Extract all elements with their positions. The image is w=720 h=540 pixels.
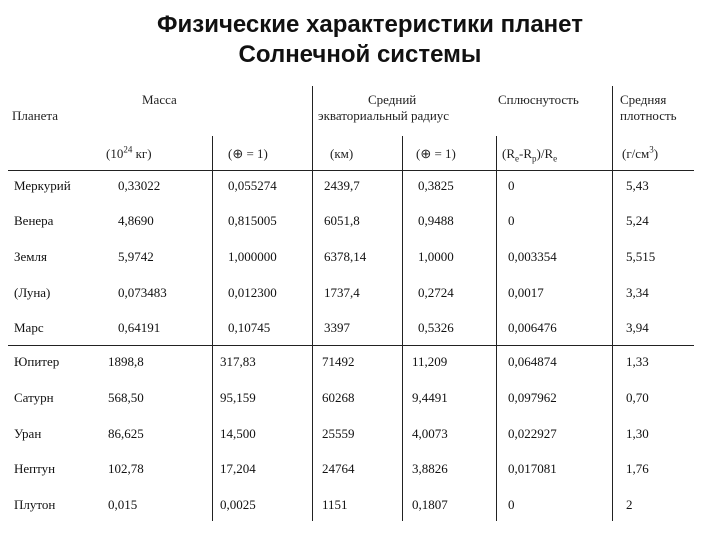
cell-oblateness: 0,064874: [508, 354, 557, 369]
header-radius-line2: экваториальный радиус: [318, 108, 450, 123]
unit-density: $(г/см^3)$: [622, 144, 659, 161]
cell-radius-km: 1737,4: [324, 285, 360, 300]
cell-radius-km: 1151: [322, 497, 348, 512]
cell-mass: 0,33022: [118, 178, 161, 193]
cell-mass-relative: 1,000000: [228, 249, 277, 264]
cell-radius-km: 6378,14: [324, 249, 367, 264]
cell-mass-relative: 0,10745: [228, 320, 271, 335]
cell-density: 5,43: [626, 178, 649, 193]
cell-radius-km: 71492: [322, 354, 355, 369]
cell-mass: 0,073483: [118, 285, 167, 300]
cell-mass: 4,8690: [118, 213, 154, 228]
cell-density: 3,94: [626, 320, 649, 335]
cell-oblateness: 0: [508, 497, 515, 512]
header-mass: Масса: [142, 92, 177, 107]
page-title: [0, 10, 720, 70]
cell-planet: Меркурий: [14, 178, 71, 193]
cell-mass: 102,78: [108, 461, 144, 476]
cell-mass-relative: 0,815005: [228, 213, 277, 228]
cell-radius-relative: 0,5326: [418, 320, 454, 335]
cell-planet: (Луна): [14, 285, 51, 300]
unit-oblateness: $(R_e-R_p)/R_e$: [502, 146, 558, 164]
cell-oblateness: 0: [508, 213, 515, 228]
cell-radius-relative: 1,0000: [418, 249, 454, 264]
cell-planet: Юпитер: [14, 354, 60, 369]
cell-oblateness: 0,0017: [508, 285, 544, 300]
header-planet: Планета: [12, 108, 58, 123]
cell-radius-km: 60268: [322, 390, 355, 405]
row-divider: [8, 345, 694, 346]
cell-mass-relative: 14,500: [220, 426, 256, 441]
cell-mass-relative: 0,055274: [228, 178, 277, 193]
unit-radius-relative: (⊕ = 1): [416, 146, 456, 161]
cell-mass: 568,50: [108, 390, 144, 405]
cell-density: 0,70: [626, 390, 649, 405]
cell-mass-relative: 317,83: [220, 354, 256, 369]
cell-radius-km: 25559: [322, 426, 355, 441]
title-line-1: Физические характеристики планет: [157, 11, 583, 38]
cell-density: 1,30: [626, 426, 649, 441]
cell-radius-km: 6051,8: [324, 213, 360, 228]
cell-planet: Уран: [14, 426, 42, 441]
column-divider: [496, 136, 497, 521]
cell-oblateness: 0,006476: [508, 320, 557, 335]
cell-planet: Земля: [14, 249, 47, 264]
header-density-line1: Средняя: [620, 92, 667, 107]
cell-mass: 0,64191: [118, 320, 161, 335]
cell-mass: 86,625: [108, 426, 144, 441]
cell-mass-relative: 0,012300: [228, 285, 277, 300]
cell-density: 3,34: [626, 285, 649, 300]
cell-radius-relative: 0,9488: [418, 213, 454, 228]
cell-oblateness: 0,022927: [508, 426, 557, 441]
cell-planet: Нептун: [14, 461, 56, 476]
column-divider: [212, 136, 213, 521]
cell-radius-km: 24764: [322, 461, 355, 476]
cell-radius-relative: 9,4491: [412, 390, 448, 405]
unit-mass-relative: (⊕ = 1): [228, 146, 268, 161]
cell-density: 1,76: [626, 461, 649, 476]
cell-mass: 1898,8: [108, 354, 144, 369]
column-divider: [612, 86, 613, 521]
cell-density: 5,515: [626, 249, 656, 264]
cell-planet: Венера: [14, 213, 54, 228]
cell-planet: Марс: [14, 320, 44, 335]
column-divider: [402, 136, 403, 521]
cell-mass: 0,015: [108, 497, 138, 512]
cell-radius-relative: 0,1807: [412, 497, 448, 512]
header-oblateness: Сплюснутость: [498, 92, 579, 107]
cell-density: 1,33: [626, 354, 649, 369]
cell-oblateness: 0: [508, 178, 515, 193]
cell-radius-relative: 11,209: [412, 354, 448, 369]
cell-mass-relative: 95,159: [220, 390, 256, 405]
cell-mass-relative: 0,0025: [220, 497, 256, 512]
cell-radius-km: 3397: [324, 320, 350, 335]
cell-oblateness: 0,017081: [508, 461, 557, 476]
cell-radius-relative: 4,0073: [412, 426, 448, 441]
cell-planet: Сатурн: [14, 390, 54, 405]
column-divider: [312, 86, 313, 521]
cell-density: 5,24: [626, 213, 649, 228]
unit-mass: ($10^{24}$ кг): [106, 144, 152, 161]
title-line-2: Солнечной системы: [238, 41, 482, 68]
cell-oblateness: 0,097962: [508, 390, 557, 405]
row-divider: [8, 170, 694, 171]
cell-mass: 5,9742: [118, 249, 154, 264]
cell-radius-relative: 3,8826: [412, 461, 448, 476]
cell-planet: Плутон: [14, 497, 56, 512]
cell-oblateness: 0,003354: [508, 249, 557, 264]
cell-radius-relative: 0,3825: [418, 178, 454, 193]
header-density-line2: плотность: [620, 108, 677, 123]
cell-radius-relative: 0,2724: [418, 285, 454, 300]
cell-density: 2: [626, 497, 633, 512]
cell-radius-km: 2439,7: [324, 178, 360, 193]
unit-radius-km: (км): [330, 146, 354, 161]
cell-mass-relative: 17,204: [220, 461, 256, 476]
header-radius-line1: Средний: [368, 92, 417, 107]
